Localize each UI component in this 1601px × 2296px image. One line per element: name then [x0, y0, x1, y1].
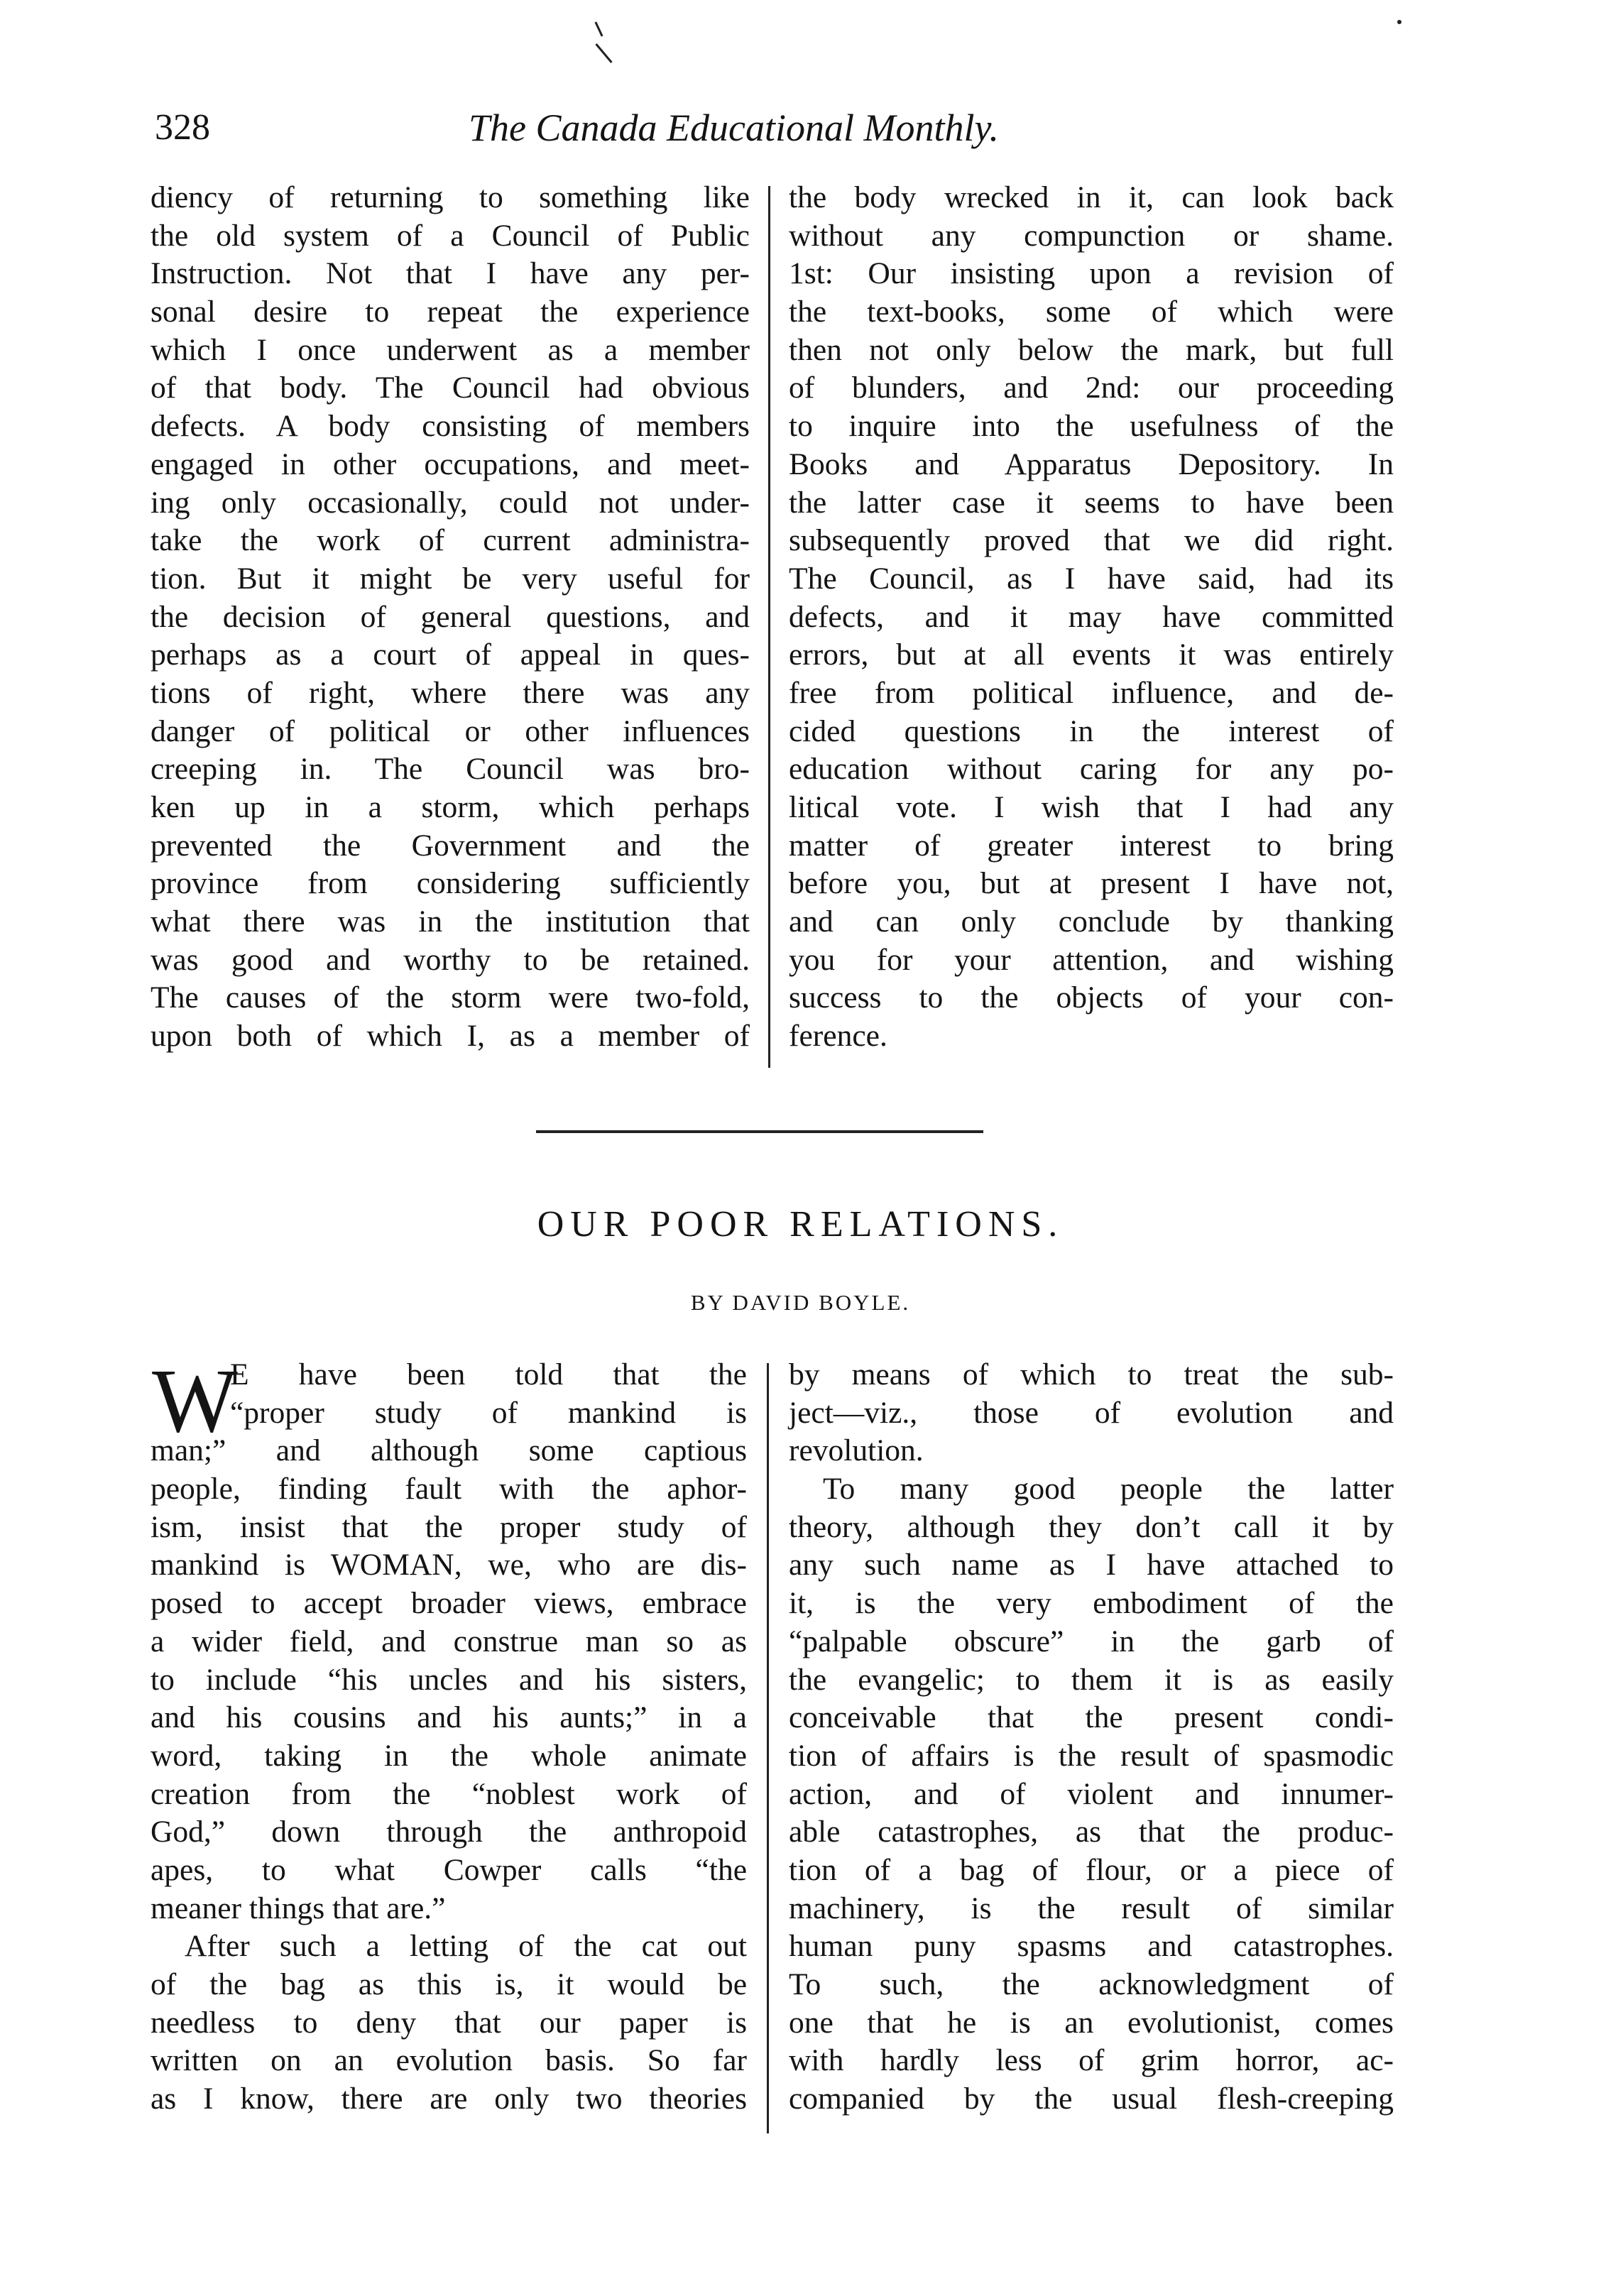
text-line: you for your attention, and wishing — [789, 942, 1394, 977]
text-line: errors, but at all events it was entirely — [789, 638, 1394, 672]
text-line: without any compunction or shame. — [789, 218, 1394, 253]
text-line: matter of greater interest to bring — [789, 828, 1394, 863]
text-line: which I once underwent as a member — [151, 332, 750, 367]
text-line: before you, but at present I have not, — [789, 866, 1394, 901]
text-line: the body wrecked in it, can look back — [789, 180, 1394, 214]
text-line: action, and of violent and innumer- — [789, 1776, 1394, 1811]
text-line: ism, insist that the proper study of — [151, 1509, 747, 1544]
drop-cap: W — [152, 1350, 238, 1451]
scan-speck — [594, 21, 603, 36]
text-line: To many good people the latter — [823, 1472, 1394, 1507]
text-line: ject—viz., those of evolution and — [789, 1395, 1394, 1430]
text-line: litical vote. I wish that I had any — [789, 790, 1394, 824]
article-left-column — [151, 1350, 747, 2119]
text-line: the evangelic; to them it is as easily — [789, 1662, 1394, 1697]
text-line: meaner things that are.” — [151, 1891, 446, 1925]
text-line: the text-books, some of which were — [789, 295, 1394, 329]
text-line: conceivable that the present condi- — [789, 1700, 1394, 1735]
text-line: any such name as I have attached to — [789, 1548, 1394, 1582]
text-line: defects, and it may have committed — [789, 599, 1394, 634]
text-line: 1st: Our insisting upon a revision of — [789, 256, 1394, 291]
text-line: what there was in the institution that — [151, 904, 750, 939]
text-line: the decision of general questions, and — [151, 599, 750, 634]
text-line: cided questions in the interest of — [789, 714, 1394, 748]
text-line: “proper study of mankind is — [230, 1395, 747, 1430]
text-line: upon both of which I, as a member of — [151, 1019, 750, 1054]
text-line: defects. A body consisting of members — [151, 409, 750, 444]
text-line: engaged in other occupations, and meet- — [151, 447, 750, 481]
text-line: E have been told that the — [230, 1357, 747, 1392]
text-line: theory, although they don’t call it by — [789, 1509, 1394, 1544]
text-line: was good and worthy to be retained. — [151, 942, 750, 977]
text-line: human puny spasms and catastrophes. — [789, 1929, 1394, 1964]
text-line: perhaps as a court of appeal in ques- — [151, 638, 750, 672]
text-line: as I know, there are only two theories — [151, 2082, 747, 2116]
text-line: ken up in a storm, which perhaps — [151, 790, 750, 824]
text-line: creation from the “noblest work of — [151, 1776, 747, 1811]
text-line: mankind is WOMAN, we, who are dis- — [151, 1548, 747, 1582]
text-line: God,” down through the anthropoid — [151, 1815, 747, 1849]
text-line: tions of right, where there was any — [151, 675, 750, 710]
text-line: the latter case it seems to have been — [789, 485, 1394, 520]
text-line: posed to accept broader views, embrace — [151, 1586, 747, 1621]
text-line: danger of political or other influences — [151, 714, 750, 748]
text-line: able catastrophes, as that the produc- — [789, 1815, 1394, 1849]
running-header — [0, 103, 1601, 160]
text-line: success to the objects of your con- — [789, 980, 1394, 1015]
text-line: take the work of current administra- — [151, 523, 750, 558]
text-line: written on an evolution basis. So far — [151, 2043, 747, 2078]
text-line: to include “his uncles and his sisters, — [151, 1662, 747, 1697]
text-line: sonal desire to repeat the experience — [151, 295, 750, 329]
text-line: revolution. — [789, 1433, 924, 1468]
text-line: free from political influence, and de- — [789, 675, 1394, 710]
text-line: a wider field, and construe man so as — [151, 1624, 747, 1658]
column-divider — [768, 186, 770, 1068]
text-line: ing only occasionally, could not under- — [151, 485, 750, 520]
text-line: tion. But it might be very useful for — [151, 561, 750, 596]
text-line: man;” and although some captious — [151, 1433, 747, 1468]
page-number: 328 — [155, 107, 210, 148]
text-line: companied by the usual flesh-creeping — [789, 2082, 1394, 2116]
text-line: After such a letting of the cat out — [185, 1929, 747, 1964]
text-line: with hardly less of grim horror, ac- — [789, 2043, 1394, 2078]
text-line: province from considering sufficiently — [151, 866, 750, 901]
text-line: diency of returning to something like — [151, 180, 750, 214]
scan-speck — [1397, 20, 1401, 24]
scan-speck — [595, 43, 612, 63]
top-left-column — [151, 179, 750, 1056]
text-line: to inquire into the usefulness of the — [789, 409, 1394, 444]
top-right-column — [789, 179, 1394, 1056]
text-line: The Council, as I have said, had its — [789, 561, 1394, 596]
column-divider — [767, 1363, 769, 2133]
text-line: apes, to what Cowper calls “the — [151, 1852, 747, 1887]
text-line: and his cousins and his aunts;” in a — [151, 1700, 747, 1735]
text-line: creeping in. The Council was bro- — [151, 752, 750, 787]
text-line: the old system of a Council of Public — [151, 218, 750, 253]
article-right-column — [789, 1356, 1394, 2119]
text-line: tion of a bag of flour, or a piece of — [789, 1852, 1394, 1887]
text-line: it, is the very embodiment of the — [789, 1586, 1394, 1621]
text-line: tion of affairs is the result of spasmodic — [789, 1738, 1394, 1773]
text-line: one that he is an evolutionist, comes — [789, 2005, 1394, 2040]
text-line: “palpable obscure” in the garb of — [789, 1624, 1394, 1658]
text-line: subsequently proved that we did right. — [789, 523, 1394, 558]
text-line: of that body. The Council had obvious — [151, 371, 750, 405]
text-line: prevented the Government and the — [151, 828, 750, 863]
text-line: people, finding fault with the aphor- — [151, 1472, 747, 1507]
text-line: To such, the acknowledgment of — [789, 1967, 1394, 2001]
text-line: by means of which to treat the sub- — [789, 1357, 1394, 1392]
text-line: needless to deny that our paper is — [151, 2005, 747, 2040]
text-line: of blunders, and 2nd: our proceeding — [789, 371, 1394, 405]
text-line: Books and Apparatus Depository. In — [789, 447, 1394, 481]
text-line: then not only below the mark, but full — [789, 332, 1394, 367]
running-title: The Canada Educational Monthly. — [469, 106, 999, 149]
text-line: education without caring for any po- — [789, 752, 1394, 787]
text-line: ference. — [789, 1019, 887, 1054]
section-divider — [536, 1130, 983, 1133]
text-line: and can only conclude by thanking — [789, 904, 1394, 939]
text-line: The causes of the storm were two-fold, — [151, 980, 750, 1015]
text-line: machinery, is the result of similar — [789, 1891, 1394, 1925]
text-line: word, taking in the whole animate — [151, 1738, 747, 1773]
text-line: Instruction. Not that I have any per- — [151, 256, 750, 291]
text-line: of the bag as this is, it would be — [151, 1967, 747, 2001]
article-title: OUR POOR RELATIONS. — [537, 1204, 1064, 1245]
article-byline: BY DAVID BOYLE. — [690, 1290, 911, 1315]
